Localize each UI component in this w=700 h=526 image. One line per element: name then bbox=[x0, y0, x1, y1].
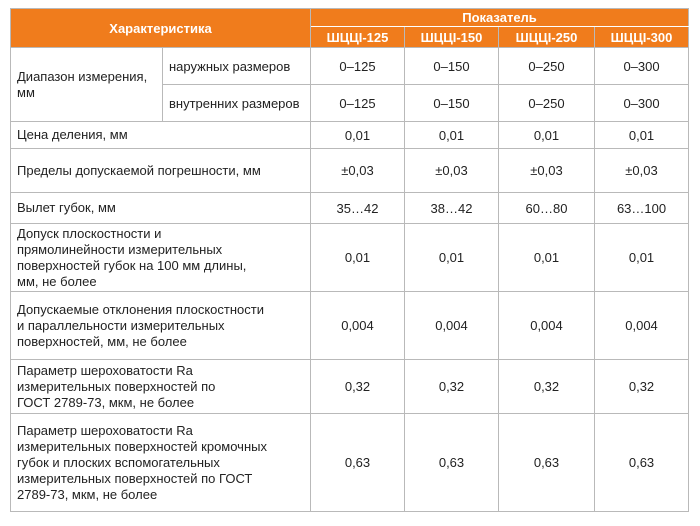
range-inner-value: 0–125 bbox=[311, 85, 405, 122]
range-outer-value: 0–250 bbox=[499, 48, 595, 85]
table-row bbox=[11, 414, 689, 512]
roughness-label: Параметр шероховатости Ra измерительных поверхностей по ГОСТ 2789-73, мкм, не более bbox=[11, 360, 311, 414]
roughness-edge-value: 0,63 bbox=[405, 414, 499, 512]
header-model-250: ШЦЦI-250 bbox=[499, 27, 595, 48]
flatness-value: 0,01 bbox=[405, 224, 499, 292]
header-characteristic: Характеристика bbox=[11, 9, 311, 48]
roughness-value: 0,32 bbox=[595, 360, 689, 414]
reach-value: 35…42 bbox=[311, 193, 405, 224]
division-value: 0,01 bbox=[499, 122, 595, 149]
parallel-label: Допускаемые отклонения плоскостности и параллельности измерительных поверхностей, мм, не более bbox=[11, 292, 311, 360]
range-inner-value: 0–250 bbox=[499, 85, 595, 122]
reach-value: 38…42 bbox=[405, 193, 499, 224]
table-row bbox=[11, 149, 689, 193]
roughness-value: 0,32 bbox=[311, 360, 405, 414]
error-value: ±0,03 bbox=[311, 149, 405, 193]
range-inner-value: 0–300 bbox=[595, 85, 689, 122]
reach-label: Вылет губок, мм bbox=[11, 193, 311, 224]
flatness-label: Допуск плоскостности и прямолинейности измерительных поверхностей губок на 100 мм длины, мм, не более bbox=[11, 224, 311, 292]
flatness-value: 0,01 bbox=[311, 224, 405, 292]
error-label: Пределы допускаемой погрешности, мм bbox=[11, 149, 311, 193]
parallel-value: 0,004 bbox=[499, 292, 595, 360]
header-model-150: ШЦЦI-150 bbox=[405, 27, 499, 48]
table-row bbox=[11, 360, 689, 414]
header-indicator: Показатель bbox=[311, 9, 689, 27]
flatness-value: 0,01 bbox=[595, 224, 689, 292]
header-model-125: ШЦЦI-125 bbox=[311, 27, 405, 48]
table-row bbox=[11, 224, 689, 292]
range-outer-value: 0–300 bbox=[595, 48, 689, 85]
range-outer-value: 0–150 bbox=[405, 48, 499, 85]
roughness-value: 0,32 bbox=[499, 360, 595, 414]
reach-value: 60…80 bbox=[499, 193, 595, 224]
table-row bbox=[11, 292, 689, 360]
error-value: ±0,03 bbox=[405, 149, 499, 193]
range-inner-value: 0–150 bbox=[405, 85, 499, 122]
parallel-value: 0,004 bbox=[595, 292, 689, 360]
header-model-300: ШЦЦI-300 bbox=[595, 27, 689, 48]
division-value: 0,01 bbox=[405, 122, 499, 149]
table-row bbox=[11, 122, 689, 149]
table-row bbox=[11, 48, 689, 85]
division-value: 0,01 bbox=[595, 122, 689, 149]
roughness-edge-value: 0,63 bbox=[595, 414, 689, 512]
roughness-edge-label: Параметр шероховатости Ra измерительных поверхностей кромочных губок и плоских вспомогательных измерительных поверхностей по ГОСТ 2789-73, мкм, не более bbox=[11, 414, 311, 512]
range-outer-value: 0–125 bbox=[311, 48, 405, 85]
table-row bbox=[11, 193, 689, 224]
roughness-edge-value: 0,63 bbox=[311, 414, 405, 512]
error-value: ±0,03 bbox=[595, 149, 689, 193]
flatness-value: 0,01 bbox=[499, 224, 595, 292]
error-value: ±0,03 bbox=[499, 149, 595, 193]
division-label: Цена деления, мм bbox=[11, 122, 311, 149]
division-value: 0,01 bbox=[311, 122, 405, 149]
parallel-value: 0,004 bbox=[405, 292, 499, 360]
parallel-value: 0,004 bbox=[311, 292, 405, 360]
roughness-value: 0,32 bbox=[405, 360, 499, 414]
range-label: Диапазон измерения, мм bbox=[11, 48, 163, 122]
roughness-edge-value: 0,63 bbox=[499, 414, 595, 512]
spec-table bbox=[10, 8, 689, 512]
range-outer-label: наружных размеров bbox=[163, 48, 311, 85]
range-inner-label: внутренних размеров bbox=[163, 85, 311, 122]
reach-value: 63…100 bbox=[595, 193, 689, 224]
